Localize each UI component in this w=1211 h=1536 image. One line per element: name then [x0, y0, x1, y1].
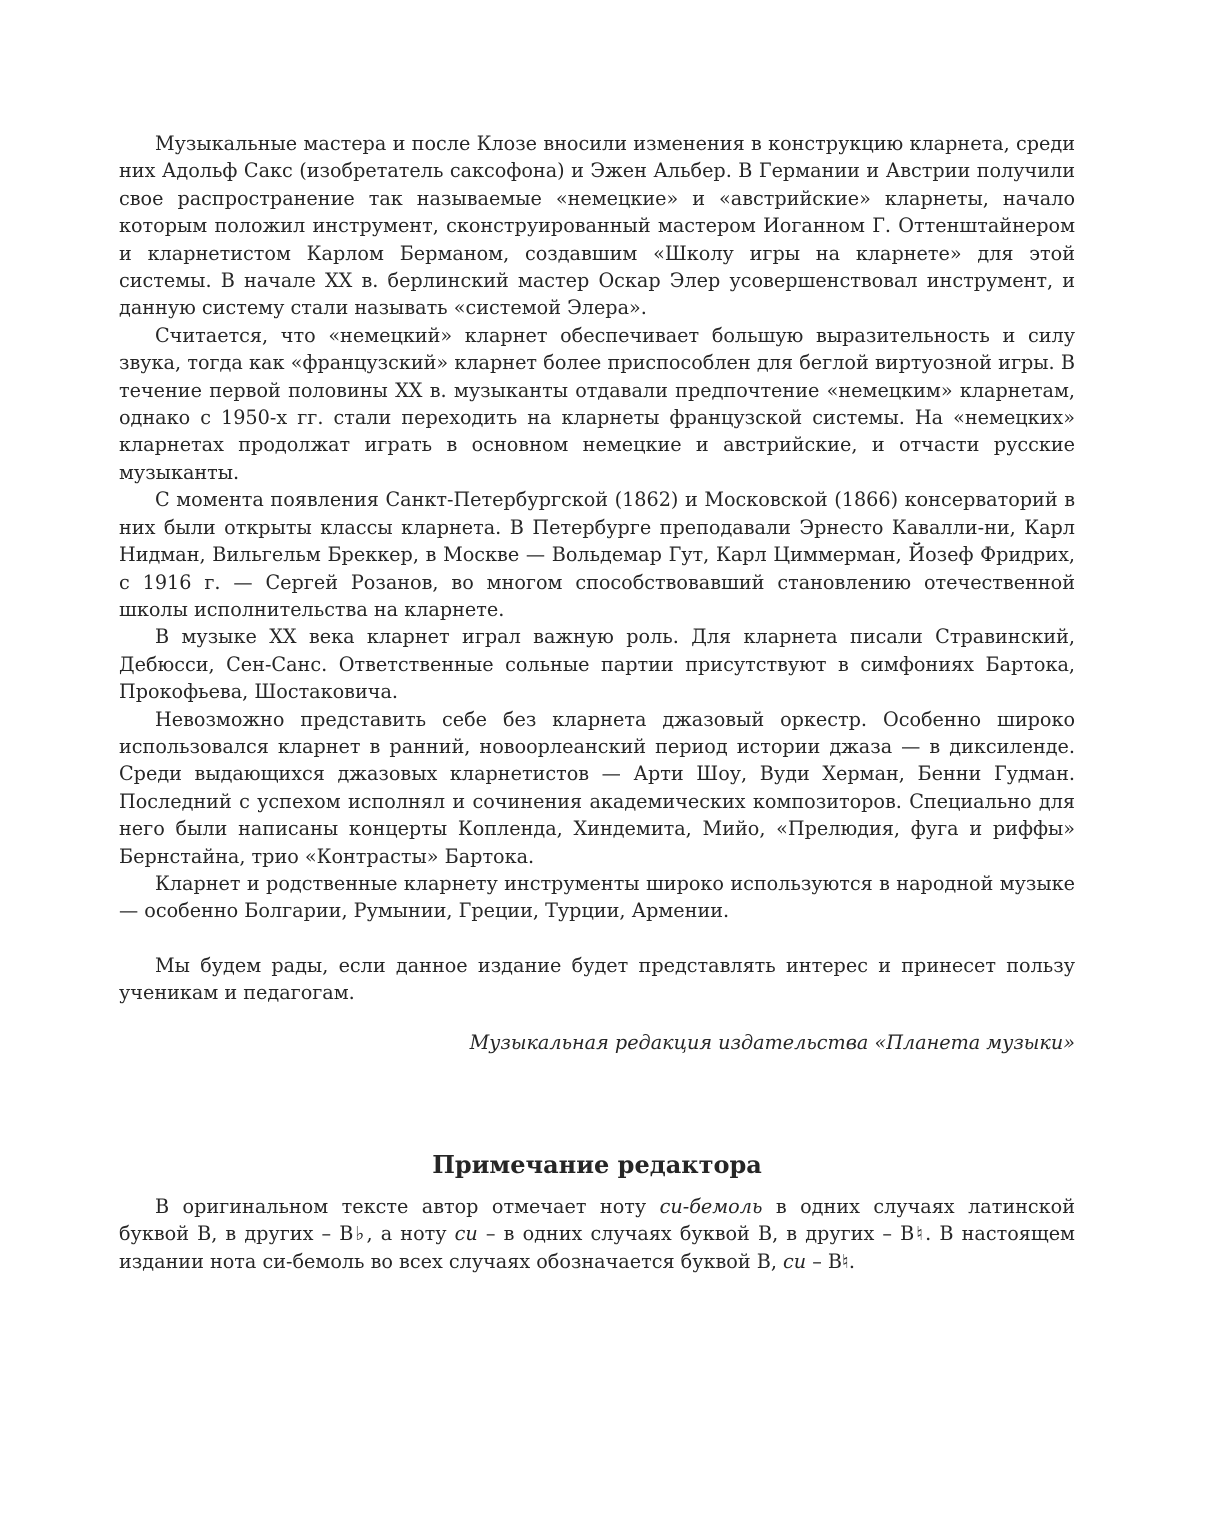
editor-note-paragraph — [119, 1193, 1075, 1275]
note-text-2: в одних случаях латинской буквой B, в других – B♭, а ноту — [119, 1195, 1075, 1246]
closing-paragraph: Мы будем рады, если данное издание будет представлять интерес и принесет пользу ученикам и педагогам. — [119, 953, 1075, 1005]
body-paragraph-6: Кларнет и родственные кларнету инструменты широко используются в народной музыке — особенно Болгарии, Румынии, Греции, Турции, Армении. — [119, 871, 1075, 923]
page-content — [119, 130, 1075, 1273]
note-text-3: – в одних случаях буквой B, в других – B♮. В настоящем издании нота си-бемоль во всех случаях обозначается буквой B, — [119, 1222, 1075, 1273]
note-term-si-2: си — [783, 1249, 807, 1273]
editor-note — [119, 1193, 1075, 1275]
body-paragraph-5: Невозможно представить себе без кларнета джазовый оркестр. Особенно широко использовался кларнет в ранний, новоорлеанский период истории джаза — в диксиленде. Среди выдающихся джазовых кларнетистов — Арти Шоу, Вуди Херман, Бенни Гудман. Последний с успехом исполнял и сочинения академических композиторов. Специально для него были написаны концерты Копленда, Хиндемита, Мийо, «Прелюдия, фуга и риффы» Бернстайна, трио «Контрасты» Бартока. — [119, 707, 1075, 868]
body-paragraph-1: Музыкальные мастера и после Клозе вносили изменения в конструкцию кларнета, среди них Адольф Сакс (изобретатель саксофона) и Эжен Альбер. В Германии и Австрии получили свое распространение так называемые «немецкие» и «австрийские» кларнеты, начало которым положил инструмент, сконструированный мастером Иоганном Г. Оттенштайнером и кларнетистом Карлом Берманом, создавшим «Школу игры на кларнете» для этой системы. В начале XX в. берлинский мастер Оскар Элер усовершенствовал инструмент, и данную систему стали называть «системой Элера». — [119, 132, 1075, 320]
body-paragraph-2: Считается, что «немецкий» кларнет обеспечивает большую выразительность и силу звука, тогда как «французский» кларнет более приспособлен для беглой виртуозной игры. В течение первой половины XX в. музыканты отдавали предпочтение «немецким» кларнетам, однако с 1950-х гг. стали переходить на кларнеты французской системы. На «немецких» кларнетах продолжат играть в основном немецкие и австрийские, и отчасти русские музыканты. — [119, 323, 1075, 484]
note-text-4: – B♮. — [806, 1249, 855, 1273]
editor-note-title: Примечание редактора — [432, 1150, 762, 1179]
note-term-si-1: си — [454, 1222, 478, 1246]
publisher-signature: Музыкальная редакция издательства «Планета музыки» — [469, 1030, 1075, 1054]
body-paragraph-4: В музыке XX века кларнет играл важную роль. Для кларнета писали Стравинский, Дебюсси, Сен-Санс. Ответственные сольные партии присутствуют в симфониях Бартока, Прокофьева, Шостаковича. — [119, 625, 1075, 704]
note-term-si-bemol: си-бемоль — [659, 1195, 763, 1218]
note-text-1: В оригинальном тексте автор отмечает ноту — [155, 1195, 660, 1218]
body-paragraph-3: С момента появления Санкт-Петербургской (1862) и Московской (1866) консерваторий в них были открыты классы кларнета. В Петербурге преподавали Эрнесто Кавалли-ни, Карл Нидман, Вильгельм Бреккер, в Москве — Вольдемар Гут, Карл Циммерман, Йозеф Фридрих, с 1916 г. — Сергей Розанов, во многом способствовавший становлению отечественной школы исполнительства на кларнете. — [119, 488, 1075, 621]
